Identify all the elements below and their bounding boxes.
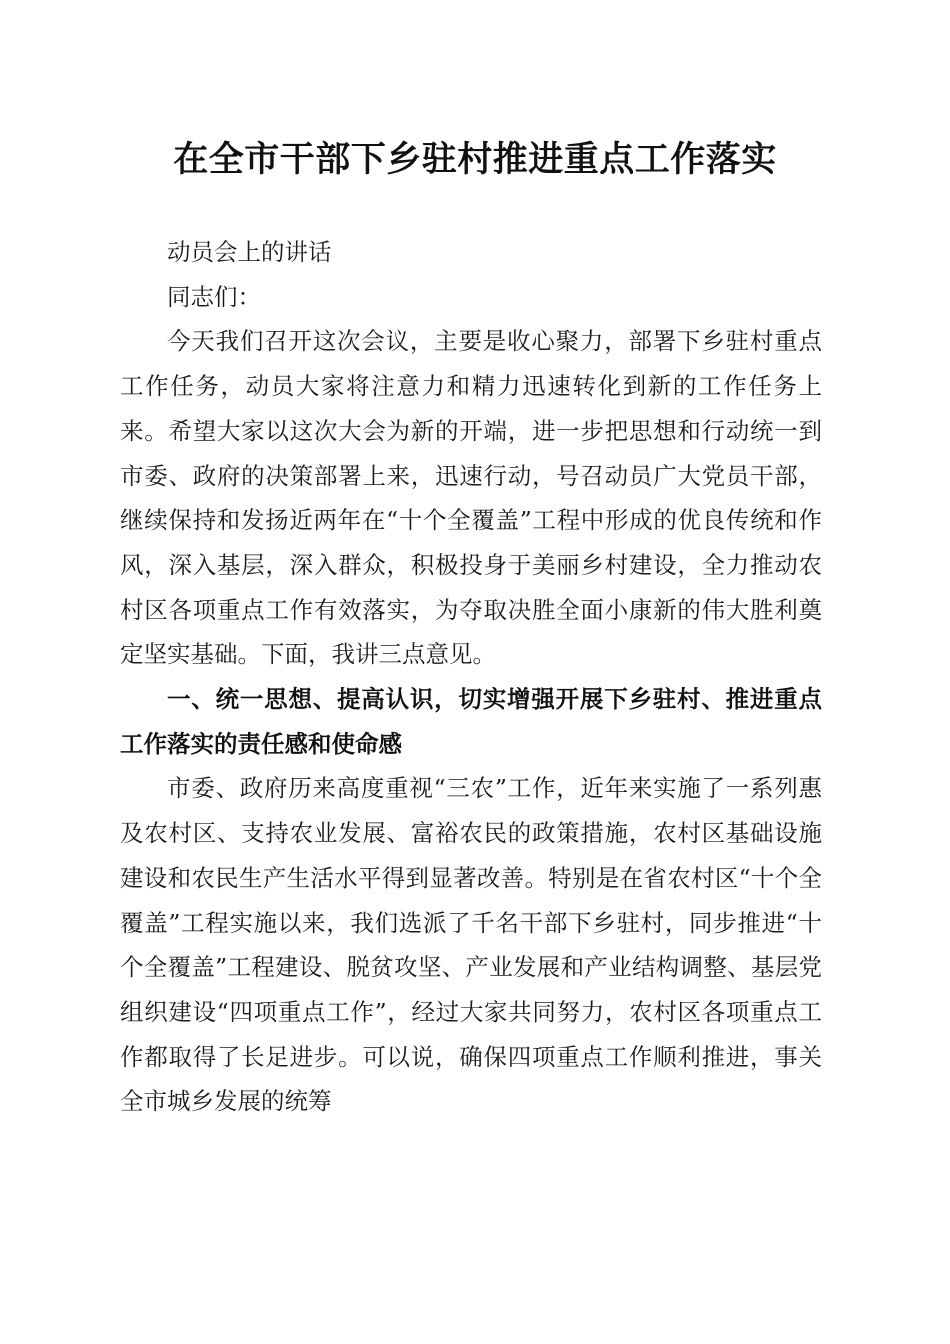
paragraph-section-one: 市委、政府历来高度重视“三农”工作，近年来实施了一系列惠及农村区、支持农业发展、富裕农民的政策措施，农村区基础设施建设和农民生产生活水平得到显著改善。特别是在省农村区“十个全覆盖”工程实施以来，我们选派了千名干部下乡驻村，同步推进“十个全覆盖”工程建设、脱贫攻坚、产业发展和产业结构调整、基层党组织建设“四项重点工作”，经过大家共同努力，农村区各项重点工作都取得了长足进步。可以说，确保四项重点工作顺利推进，事关全市城乡发展的统筹 — [120, 774, 822, 1116]
section-one-heading: 一、统一思想、提高认识，切实增强开展下乡驻村、推进重点工作落实的责任感和使命感 — [120, 685, 822, 758]
salutation: 同志们： — [167, 282, 261, 311]
paragraph-intro: 今天我们召开这次会议，主要是收心聚力，部署下乡驻村重点工作任务，动员大家将注意力和精力迅速转化到新的工作任务上来。希望大家以这次大会为新的开端，进一步把思想和行动统一到市委、政府的决策部署上来，迅速行动，号召动员广大党员干部，继续保持和发扬近两年在“十个全覆盖”工程中形成的优良传统和作风，深入基层，深入群众，积极投身于美丽乡村建设，全力推动农村区各项重点工作有效落实，为夺取决胜全面小康新的伟大胜利奠定坚实基础。下面，我讲三点意见。 — [120, 327, 822, 669]
speech-subtitle: 动员会上的讲话 — [167, 238, 332, 266]
document-body — [120, 230, 822, 1124]
document-title: 在全市干部下乡驻村推进重点工作落实 — [173, 139, 777, 180]
